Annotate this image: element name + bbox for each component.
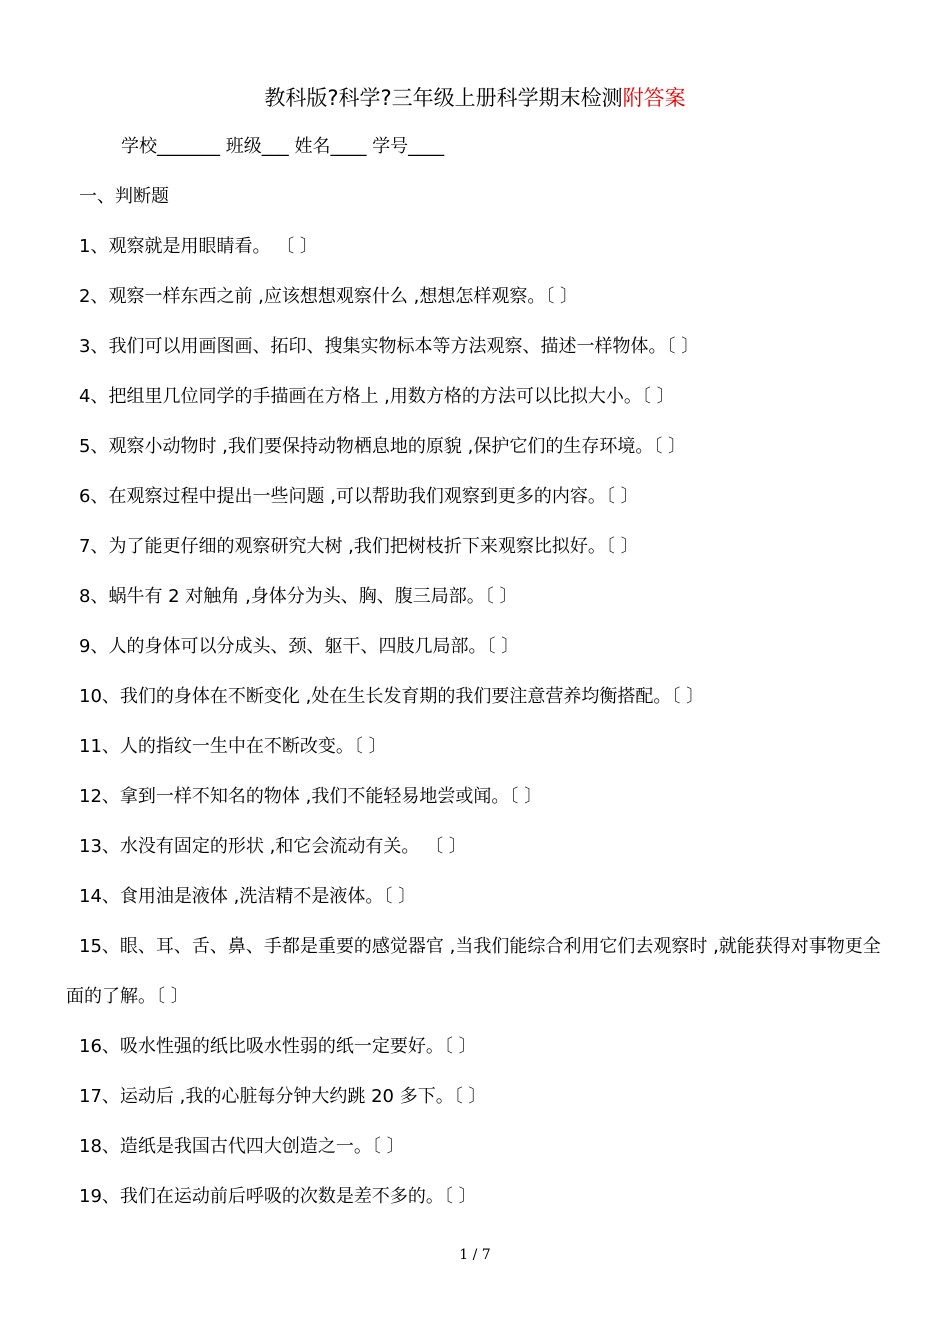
- question-item: 2、观察一样东西之前 ,应该想想观察什么 ,想想怎样观察。〔 〕: [79, 286, 579, 307]
- question-item: 9、人的身体可以分成头、颈、躯干、四肢几局部。〔 〕: [79, 636, 520, 657]
- question-item: 1、观察就是用眼睛看。 〔 〕: [79, 236, 318, 257]
- question-item: 18、造纸是我国古代四大创造之一。〔 〕: [79, 1136, 405, 1157]
- question-item: 19、我们在运动前后呼吸的次数是差不多的。〔 〕: [79, 1186, 477, 1207]
- question-item: 7、为了能更仔细的观察研究大树 ,我们把树枝折下来观察比拟好。〔 〕: [79, 536, 639, 557]
- section-heading-true-false: 一、判断题: [79, 186, 169, 207]
- question-item: 6、在观察过程中提出一些问题 ,可以帮助我们观察到更多的内容。〔 〕: [79, 486, 639, 507]
- question-item: 8、蜗牛有 2 对触角 ,身体分为头、胸、腹三局部。〔 〕: [79, 586, 518, 607]
- question-item: 11、人的指纹一生中在不断改变。〔 〕: [79, 736, 387, 757]
- question-item: 16、吸水性强的纸比吸水性弱的纸一定要好。〔 〕: [79, 1036, 477, 1057]
- question-item: 15、眼、耳、舌、鼻、手都是重要的感觉器官 ,当我们能综合利用它们去观察时 ,就能获得对事物更全面的了解。〔 〕: [66, 936, 881, 1007]
- title-main: 教科版?科学?三年级上册科学期末检测: [264, 86, 623, 110]
- page-number: 1 / 7: [459, 1247, 491, 1263]
- question-item: 3、我们可以用画图画、拓印、搜集实物标本等方法观察、描述一样物体。〔 〕: [79, 336, 700, 357]
- student-info-line: 学校_______ 班级___ 姓名____ 学号____: [121, 136, 445, 157]
- document-title: [0, 84, 950, 112]
- question-item: 12、拿到一样不知名的物体 ,我们不能轻易地尝或闻。〔 〕: [79, 786, 543, 807]
- question-item: 17、运动后 ,我的心脏每分钟大约跳 20 多下。〔 〕: [79, 1086, 487, 1107]
- question-item: 14、食用油是液体 ,洗洁精不是液体。〔 〕: [79, 886, 417, 907]
- title-answer-tag: 附答案: [622, 86, 686, 110]
- question-item: 10、我们的身体在不断变化 ,处在生长发育期的我们要注意营养均衡搭配。〔 〕: [79, 686, 705, 707]
- question-item: 5、观察小动物时 ,我们要保持动物栖息地的原貌 ,保护它们的生存环境。〔 〕: [79, 436, 687, 457]
- question-item: 4、把组里几位同学的手描画在方格上 ,用数方格的方法可以比拟大小。〔 〕: [79, 386, 675, 407]
- question-item: 13、水没有固定的形状 ,和它会流动有关。 〔 〕: [79, 836, 467, 857]
